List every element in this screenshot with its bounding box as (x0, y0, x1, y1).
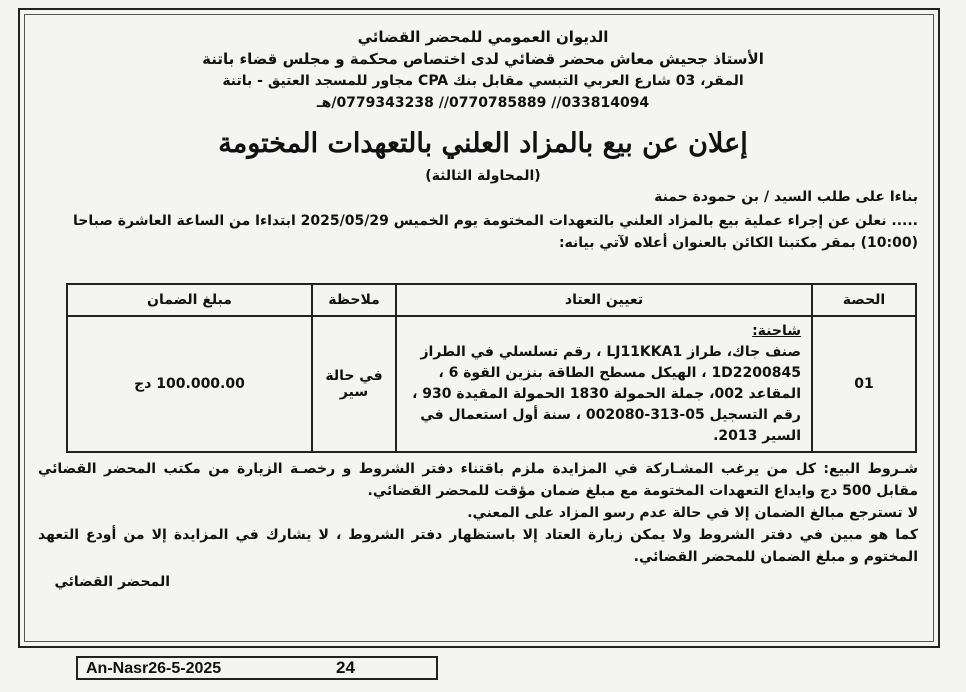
cell-designation (396, 316, 812, 452)
header-guarantee: مبلغ الضمان (67, 284, 312, 316)
condition-paragraph-2: لا تسترجع مبالغ الضمان إلا في حالة عدم رسو المزاد على المعني. (467, 505, 918, 521)
condition-paragraph-1: شـروط البيع: كل من يرغب المشـاركة في المزايدة ملزم باقتناء دفتر الشروط و رخصـة الزيارة من مكتب المحضر القضائي مقابل 500 دج وايداع التعهدات المختومة مع مبلغ ضمان مؤقت للمحضر القضائي. (38, 461, 918, 499)
cell-guarantee: 100.000.00 دج (67, 316, 312, 452)
publication-date: An-Nasr26-5-2025 (86, 660, 222, 677)
lots-table (66, 283, 917, 453)
cell-lot: 01 (812, 316, 916, 452)
header-office-name: الديوان العمومي للمحضر القضائي (357, 28, 609, 46)
office-header (60, 26, 906, 114)
condition-paragraph-3: كما هو مبين في دفتر الشروط ولا يمكن زيارة العتاد إلا باستظهار دفتر الشروط ، لا يشارك في المزايدة إلا من أودع التعهد المختوم و مبلغ الضمان للمحضر القضائي. (38, 527, 918, 565)
publication-footer (76, 656, 438, 680)
intro-announcement: ..... نعلن عن إجراء عملية بيع بالمزاد العلني بالتعهدات المختومة يوم الخميس 2025/05/29 ابتداءا من الساعة العاشرة صباحا (10:00) بمقر مكتبنا الكائن بالعنوان أعلاه لآتي بيانه: (73, 213, 918, 251)
header-note: ملاحظة (312, 284, 396, 316)
notice-subtitle: (المحاولة الثالثة) (425, 168, 541, 184)
header-designation: تعيين العتاد (396, 284, 812, 316)
page-number: 24 (336, 658, 355, 677)
signature: المحضر القضائي (54, 574, 170, 590)
notice-title: إعلان عن بيع بالمزاد العلني بالتعهدات المختومة (218, 128, 748, 159)
designation-title: شاحنة: (752, 323, 801, 339)
intro-request: بناءا على طلب السيد / بن حمودة حمنة (654, 189, 918, 205)
header-phones: 033814094// 0770785889// 0779343238/هـ (316, 95, 650, 111)
header-lot: الحصة (812, 284, 916, 316)
sale-conditions (38, 458, 918, 568)
table-header-row (67, 284, 916, 316)
header-address: المقر، 03 شارع العربي التبسي مقابل بنك CPA مجاور للمسجد العتيق - باتنة (222, 73, 744, 89)
designation-text: صنف جاك، طراز LJ11KKA1 ، رقم تسلسلي في الطراز 1D2200845 ، الهيكل مسطح الطاقة بنزين القوة 6 ، المقاعد 002، جملة الحمولة 1830 الحمولة المقيدة 930 ، رقم التسجيل 05-313-002080 ، سنة أول استعمال في السير 2013. (412, 344, 801, 444)
cell-note: في حالة سير (312, 316, 396, 452)
table-row (67, 316, 916, 452)
header-bailiff-name: الأستاذ جحيش معاش محضر قضائي لدى اختصاص محكمة و مجلس قضاء باتنة (202, 50, 764, 68)
